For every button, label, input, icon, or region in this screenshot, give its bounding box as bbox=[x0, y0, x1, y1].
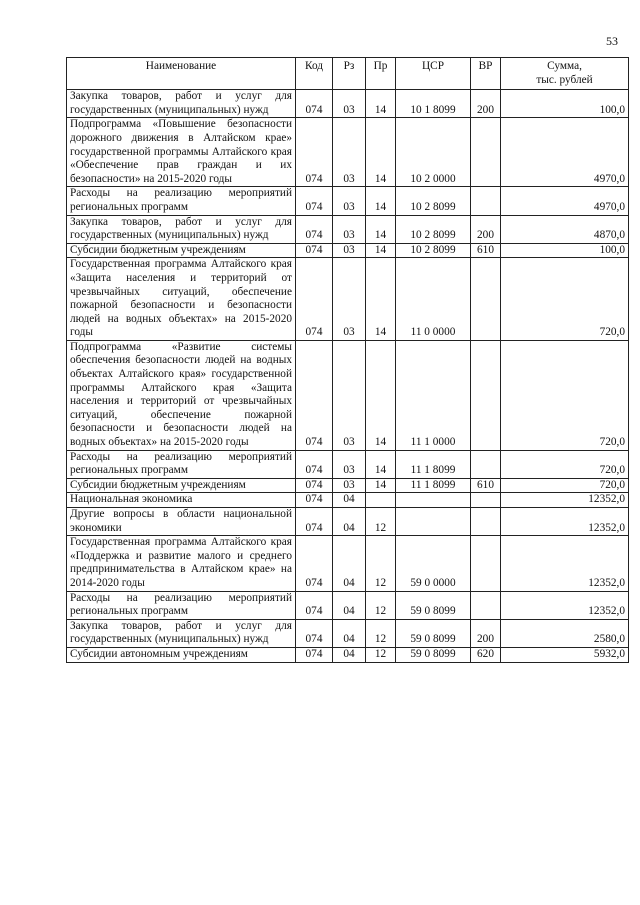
cell-kod: 074 bbox=[296, 619, 333, 647]
cell-sum: 720,0 bbox=[501, 340, 629, 450]
table-row bbox=[67, 478, 629, 493]
cell-kod: 074 bbox=[296, 536, 333, 591]
cell-vr bbox=[471, 258, 501, 341]
cell-name: Субсидии автономным учреждениям bbox=[67, 647, 296, 662]
cell-rz: 04 bbox=[333, 493, 366, 508]
table-body bbox=[67, 90, 629, 662]
table-row bbox=[67, 536, 629, 591]
cell-name: Расходы на реализацию мероприятий региональных программ bbox=[67, 591, 296, 619]
cell-rz: 03 bbox=[333, 90, 366, 118]
cell-pr: 12 bbox=[366, 508, 396, 536]
cell-vr bbox=[471, 450, 501, 478]
table-row bbox=[67, 90, 629, 118]
cell-rz: 03 bbox=[333, 215, 366, 243]
cell-kod: 074 bbox=[296, 243, 333, 258]
cell-csr: 11 1 8099 bbox=[396, 478, 471, 493]
cell-kod: 074 bbox=[296, 478, 333, 493]
cell-sum: 5932,0 bbox=[501, 647, 629, 662]
cell-name: Расходы на реализацию мероприятий региональных программ bbox=[67, 450, 296, 478]
cell-sum: 12352,0 bbox=[501, 508, 629, 536]
cell-kod: 074 bbox=[296, 450, 333, 478]
header-pr: Пр bbox=[366, 58, 396, 90]
cell-name: Закупка товаров, работ и услуг для государственных (муниципальных) нужд bbox=[67, 619, 296, 647]
cell-pr: 14 bbox=[366, 90, 396, 118]
cell-rz: 03 bbox=[333, 478, 366, 493]
cell-csr: 10 2 0000 bbox=[396, 118, 471, 187]
cell-csr: 59 0 0000 bbox=[396, 536, 471, 591]
header-row bbox=[67, 58, 629, 90]
cell-vr bbox=[471, 340, 501, 450]
cell-kod: 074 bbox=[296, 508, 333, 536]
header-kod: Код bbox=[296, 58, 333, 90]
cell-vr bbox=[471, 591, 501, 619]
cell-vr: 620 bbox=[471, 647, 501, 662]
cell-name: Закупка товаров, работ и услуг для государственных (муниципальных) нужд bbox=[67, 215, 296, 243]
cell-pr bbox=[366, 493, 396, 508]
cell-pr: 14 bbox=[366, 187, 396, 215]
table-row bbox=[67, 215, 629, 243]
cell-csr: 10 2 8099 bbox=[396, 243, 471, 258]
cell-rz: 04 bbox=[333, 591, 366, 619]
cell-name: Национальная экономика bbox=[67, 493, 296, 508]
table-row bbox=[67, 450, 629, 478]
cell-name: Государственная программа Алтайского края «Защита населения и территорий от чрезвычайных ситуаций, обеспечение пожарной безопасности и безопасности людей на водных объектах» на 2015-2020 годы bbox=[67, 258, 296, 341]
cell-name: Государственная программа Алтайского края «Поддержка и развитие малого и среднего предпринимательства в Алтайском крае» на 2014-2020 годы bbox=[67, 536, 296, 591]
cell-vr: 200 bbox=[471, 90, 501, 118]
cell-sum: 100,0 bbox=[501, 90, 629, 118]
table-row bbox=[67, 591, 629, 619]
cell-vr: 610 bbox=[471, 243, 501, 258]
cell-csr: 10 2 8099 bbox=[396, 187, 471, 215]
cell-name: Подпрограмма «Повышение безопасности дорожного движения в Алтайском крае» государственной программы Алтайского края «Обеспечение прав граждан и их безопасности» на 2015-2020 годы bbox=[67, 118, 296, 187]
cell-csr bbox=[396, 493, 471, 508]
cell-pr: 12 bbox=[366, 536, 396, 591]
cell-rz: 03 bbox=[333, 187, 366, 215]
cell-sum: 12352,0 bbox=[501, 536, 629, 591]
cell-rz: 03 bbox=[333, 450, 366, 478]
cell-sum: 4870,0 bbox=[501, 215, 629, 243]
cell-kod: 074 bbox=[296, 591, 333, 619]
cell-sum: 12352,0 bbox=[501, 591, 629, 619]
header-rz: Рз bbox=[333, 58, 366, 90]
page-number: 53 bbox=[606, 34, 618, 48]
cell-rz: 04 bbox=[333, 647, 366, 662]
header-name: Наименование bbox=[67, 58, 296, 90]
cell-sum: 720,0 bbox=[501, 450, 629, 478]
cell-csr: 59 0 8099 bbox=[396, 591, 471, 619]
cell-pr: 14 bbox=[366, 243, 396, 258]
cell-name: Расходы на реализацию мероприятий региональных программ bbox=[67, 187, 296, 215]
cell-vr: 610 bbox=[471, 478, 501, 493]
cell-vr bbox=[471, 536, 501, 591]
table-row bbox=[67, 187, 629, 215]
cell-pr: 12 bbox=[366, 619, 396, 647]
header-sum-line1: Сумма, bbox=[547, 60, 582, 72]
cell-kod: 074 bbox=[296, 340, 333, 450]
cell-vr bbox=[471, 508, 501, 536]
cell-vr bbox=[471, 187, 501, 215]
cell-vr: 200 bbox=[471, 619, 501, 647]
cell-pr: 12 bbox=[366, 647, 396, 662]
table-row bbox=[67, 258, 629, 341]
cell-name: Другие вопросы в области национальной экономики bbox=[67, 508, 296, 536]
cell-sum: 12352,0 bbox=[501, 493, 629, 508]
cell-pr: 14 bbox=[366, 450, 396, 478]
header-vr: ВР bbox=[471, 58, 501, 90]
table-row bbox=[67, 493, 629, 508]
cell-rz: 03 bbox=[333, 243, 366, 258]
cell-name: Субсидии бюджетным учреждениям bbox=[67, 243, 296, 258]
cell-vr bbox=[471, 118, 501, 187]
header-sum-line2: тыс. рублей bbox=[536, 73, 593, 86]
cell-rz: 03 bbox=[333, 258, 366, 341]
cell-csr: 11 1 0000 bbox=[396, 340, 471, 450]
cell-pr: 14 bbox=[366, 258, 396, 341]
cell-sum: 4970,0 bbox=[501, 187, 629, 215]
cell-name: Закупка товаров, работ и услуг для государственных (муниципальных) нужд bbox=[67, 90, 296, 118]
cell-sum: 100,0 bbox=[501, 243, 629, 258]
table-row bbox=[67, 118, 629, 187]
cell-pr: 14 bbox=[366, 118, 396, 187]
cell-sum: 720,0 bbox=[501, 258, 629, 341]
cell-vr: 200 bbox=[471, 215, 501, 243]
table-row bbox=[67, 340, 629, 450]
table-header bbox=[67, 58, 629, 90]
cell-sum: 4970,0 bbox=[501, 118, 629, 187]
cell-kod: 074 bbox=[296, 90, 333, 118]
table-row bbox=[67, 619, 629, 647]
cell-csr: 11 0 0000 bbox=[396, 258, 471, 341]
cell-csr bbox=[396, 508, 471, 536]
cell-csr: 11 1 8099 bbox=[396, 450, 471, 478]
cell-csr: 59 0 8099 bbox=[396, 647, 471, 662]
header-sum bbox=[501, 58, 629, 90]
cell-kod: 074 bbox=[296, 187, 333, 215]
cell-kod: 074 bbox=[296, 493, 333, 508]
cell-pr: 12 bbox=[366, 591, 396, 619]
table-row bbox=[67, 243, 629, 258]
cell-rz: 04 bbox=[333, 508, 366, 536]
cell-kod: 074 bbox=[296, 215, 333, 243]
cell-kod: 074 bbox=[296, 118, 333, 187]
cell-kod: 074 bbox=[296, 647, 333, 662]
cell-csr: 59 0 8099 bbox=[396, 619, 471, 647]
cell-rz: 03 bbox=[333, 118, 366, 187]
header-csr: ЦСР bbox=[396, 58, 471, 90]
cell-sum: 720,0 bbox=[501, 478, 629, 493]
budget-table bbox=[66, 57, 629, 663]
cell-vr bbox=[471, 493, 501, 508]
table-row bbox=[67, 647, 629, 662]
cell-pr: 14 bbox=[366, 478, 396, 493]
cell-rz: 04 bbox=[333, 619, 366, 647]
cell-csr: 10 1 8099 bbox=[396, 90, 471, 118]
cell-rz: 03 bbox=[333, 340, 366, 450]
cell-pr: 14 bbox=[366, 215, 396, 243]
cell-sum: 2580,0 bbox=[501, 619, 629, 647]
cell-name: Субсидии бюджетным учреждениям bbox=[67, 478, 296, 493]
cell-name: Подпрограмма «Развитие системы обеспечения безопасности людей на водных объектах Алтайского края» государственной программы Алтайского края «Защита населения и территорий от чрезвычайных ситуаций, обеспечение пожарной безопасности и безопасности людей на водных объектах» на 2015-2020 годы bbox=[67, 340, 296, 450]
cell-csr: 10 2 8099 bbox=[396, 215, 471, 243]
cell-kod: 074 bbox=[296, 258, 333, 341]
cell-pr: 14 bbox=[366, 340, 396, 450]
table-row bbox=[67, 508, 629, 536]
cell-rz: 04 bbox=[333, 536, 366, 591]
